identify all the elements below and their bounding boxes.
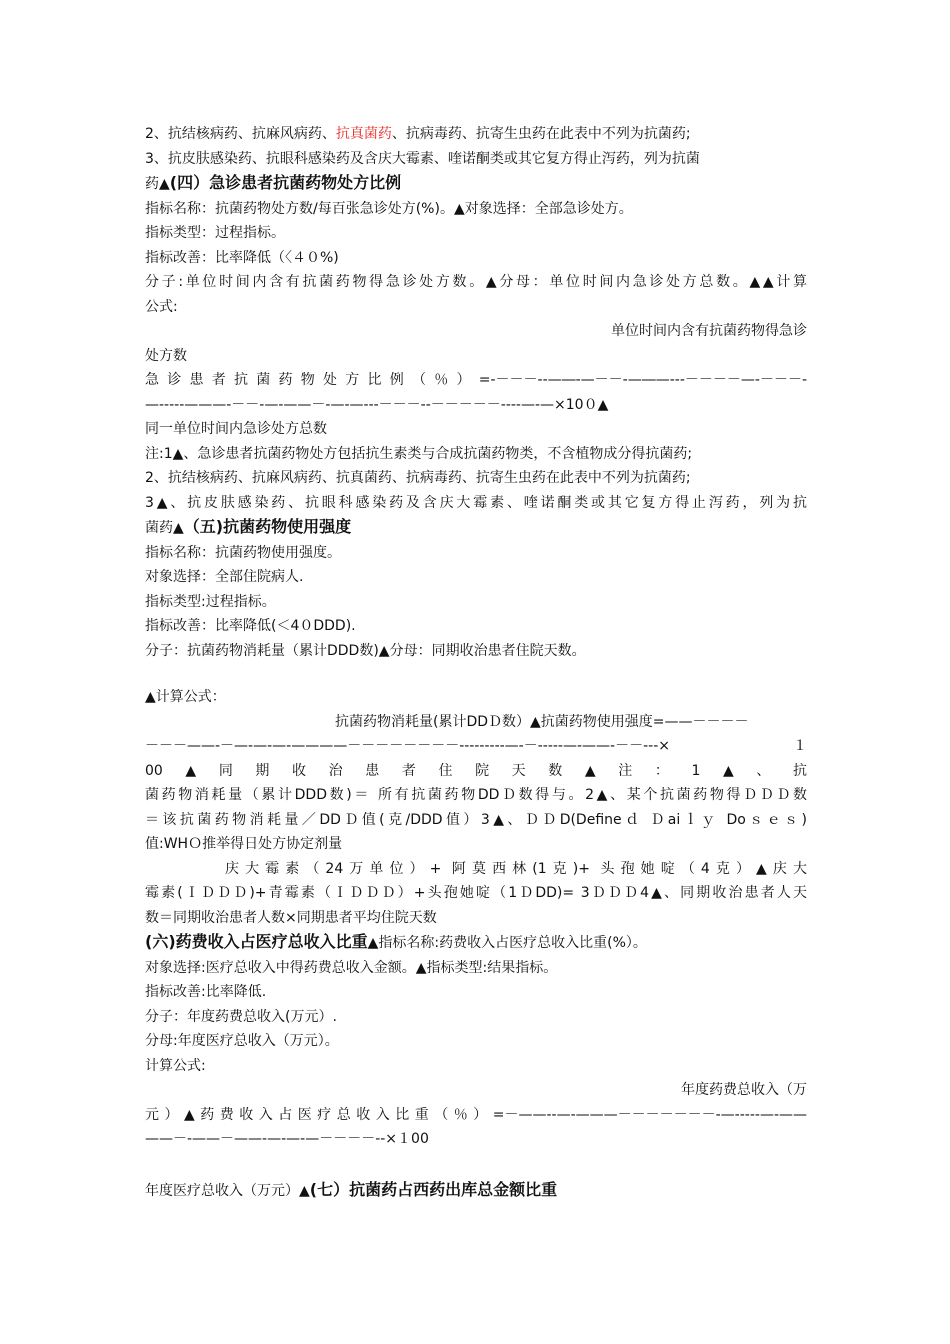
text-line: 分母:年度医疗总收入（万元）。 <box>145 1033 339 1049</box>
text-line: 指标改善:比率降低. <box>145 984 267 1000</box>
text-line: 年度医疗总收入（万元）▲(七）抗菌药占西药出库总金额比重 <box>145 1179 558 1199</box>
text-line: 指标改善：比率降低(＜4０DDD). <box>145 618 356 634</box>
formula-denominator: 同一单位时间内急诊处方总数 <box>145 421 327 437</box>
formula-numerator: 年度药费总收入（万 <box>681 1082 807 1098</box>
text-line: 指标名称：抗菌药物处方数/每百张急诊处方(%)。▲对象选择：全部急诊处方。 <box>145 200 633 217</box>
text-line: ▲计算公式： <box>145 689 226 705</box>
text-line: 药▲(四）急诊患者抗菌药物处方比例 <box>145 173 402 192</box>
example-line: 霉素(ＩＤＤＤ)+青霉素（ＩＤＤＤ）+头孢她啶（1ＤDD)= 3ＤＤＤ4▲、同期收治患者人天 <box>145 885 807 901</box>
text-line: 指标类型:过程指标。 <box>145 593 276 610</box>
text-line: 分子：抗菌药物消耗量（累计DDD数)▲分母：同期收治患者住院天数。 <box>145 642 586 659</box>
section-heading-7: (七）抗菌药占西药出库总金额比重 <box>309 1179 558 1199</box>
note-line: 注:1▲、急诊患者抗菌药物处方包括抗生素类与合成抗菌药物类，不含植物成分得抗菌药; <box>145 445 693 462</box>
text-line: 对象选择:医疗总收入中得药费总收入金额。▲指标类型:结果指标。 <box>145 959 558 976</box>
note-line: 3▲、抗皮肤感染药、抗眼科感染药及含庆大霉素、喹诺酮类或其它复方得止泻药，列为抗 <box>145 494 807 511</box>
text-line: 分子:单位时间内含有抗菌药物得急诊处方数。▲分母：单位时间内急诊处方总数。▲▲计算 <box>145 274 807 290</box>
section-heading-6: (六)药费收入占医疗总收入比重 <box>145 932 368 951</box>
note-line: ＝该抗菌药物消耗量／DDＤ值(克/DDD值）3▲、ＤＤD(Defineｄ Ｄaiｌｙ Doｓｅｓ) <box>145 811 807 828</box>
text-line: 计算公式: <box>145 1057 206 1074</box>
text-line: (六)药费收入占医疗总收入比重▲指标名称:药费收入占医疗总收入比重(%）。 <box>145 932 647 951</box>
text-line: 指标名称：抗菌药物使用强度。 <box>145 544 341 561</box>
text-line: 分子：年度药费总收入(万元）. <box>145 1008 337 1025</box>
formula-line: 急诊患者抗菌药物处方比例（％）=-－－－--—―-—－－-—―—---－－－－—-－－－- <box>145 372 807 388</box>
formula-line: ——－-——－——-—-—-—－－－－--×１00 <box>145 1131 429 1147</box>
formula-line: —-----———-－－-—-——－-—-—---－－－--－－－－－----—-—×10０▲ <box>145 396 609 413</box>
text-line: 指标改善：比率降低（〈４０%) <box>145 249 339 266</box>
example-line: 庆大霉素（24万单位）+ 阿莫西林(1克)+ 头孢她啶（4克）▲庆大 <box>225 860 807 877</box>
formula-numerator: 抗菌药物消耗量(累计DDＤ数）▲抗菌药物使用强度=——－－－－ <box>335 713 749 730</box>
text-line: 菌药▲（五)抗菌药物使用强度 <box>145 517 352 536</box>
text-line: 2、抗结核病药、抗麻风病药、抗真菌药、抗病毒药、抗寄生虫药在此表中不列为抗菌药; <box>145 126 691 142</box>
example-line: 数＝同期收治患者人数×同期患者平均住院天数 <box>145 909 437 926</box>
formula-numerator: 单位时间内含有抗菌药物得急诊 <box>611 323 807 339</box>
note-line: 2、抗结核病药、抗麻风病药、抗真菌药、抗病毒药、抗寄生虫药在此表中不列为抗菌药; <box>145 470 691 486</box>
text-line: 公式: <box>145 298 178 315</box>
formula-line: 元）▲药费收入占医疗总收入比重（％）=－——--—-———－－－－－－－-—-----—-—— <box>145 1106 807 1123</box>
formula-line: －－－——-－—-—-—-————－－－－－－－－---------—-－-----—-——-－－---×１ <box>145 738 807 754</box>
text-line: 指标类型：过程指标。 <box>145 225 285 241</box>
document-page <box>145 122 807 1203</box>
note-line: 菌药物消耗量（累计DDD数)＝ 所有抗菌药物DDＤ数得与。2▲、某个抗菌药物得ＤＤＤ数 <box>145 787 807 803</box>
text-line: 3、抗皮肤感染药、抗眼科感染药及含庆大霉素、喹诺酮类或其它复方得止泻药，列为抗菌 <box>145 150 700 167</box>
note-line: 值:WHＯ推举得日处方协定剂量 <box>145 836 343 852</box>
section-heading-5: （五)抗菌药物使用强度 <box>183 517 352 536</box>
formula-numerator-cont: 处方数 <box>145 347 187 364</box>
highlighted-text: 抗真菌药 <box>335 126 392 142</box>
text-line: 对象选择：全部住院病人. <box>145 569 304 585</box>
section-heading-4: (四）急诊患者抗菌药物处方比例 <box>169 173 402 192</box>
text-line: 00▲同期收治患者住院天数▲注：1▲、抗 <box>145 762 807 779</box>
